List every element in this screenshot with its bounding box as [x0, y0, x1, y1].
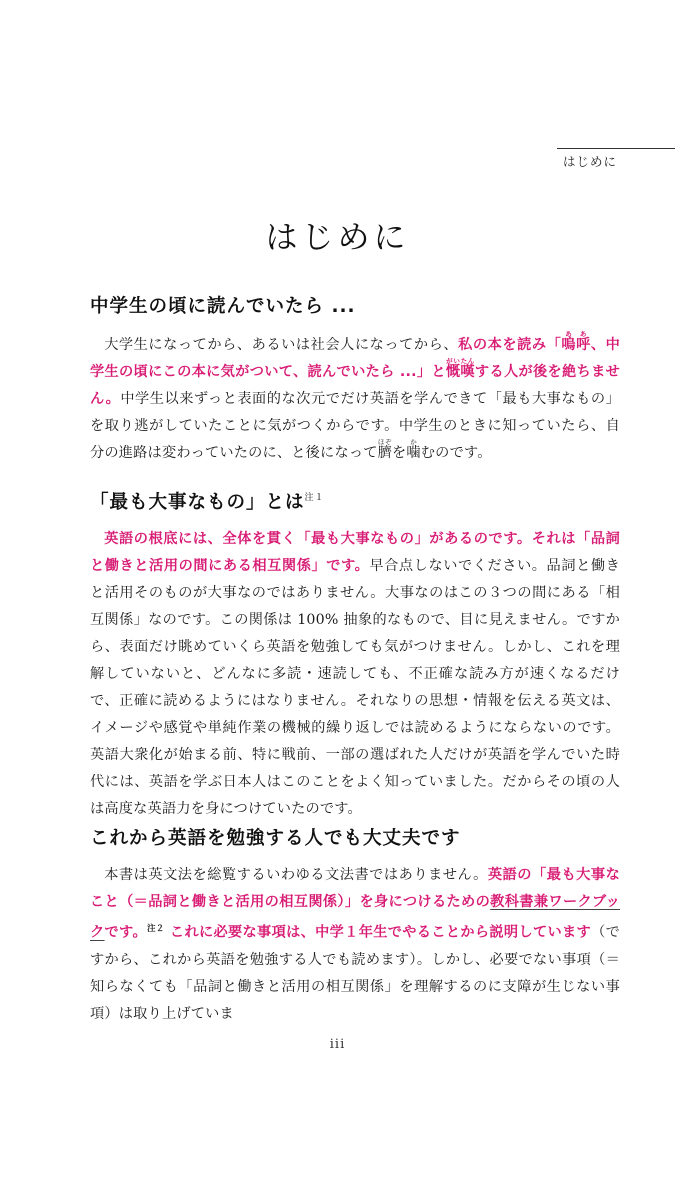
- ruby-reading: か: [406, 438, 421, 446]
- running-header: [557, 148, 675, 173]
- section-heading: [90, 488, 620, 514]
- page-title: はじめに: [265, 218, 410, 256]
- running-header-title: はじめに: [563, 154, 618, 169]
- section-body: [90, 862, 620, 1028]
- body-text: 中学生以来ずっと表面的な次元でだけ英語を学んできて「最も大事なもの」を取り逃がしていたことに気がつくからです。中学生のときに知っていたら、自分の進路は変わっていたのに、と後になって: [90, 391, 620, 461]
- highlighted-text: です。: [104, 924, 147, 941]
- highlighted-text: 英語の根底には、全体を貫く「最も大事なもの」があるのです。それは「品詞と働きと活用の間にある相互関係」です。: [90, 531, 620, 574]
- section-heading-text: 「最も大事なもの」とは: [90, 492, 305, 513]
- ruby-base: 嗚呼: [561, 337, 591, 353]
- body-text: 大学生になってから、あるいは社会人になってから、: [104, 337, 459, 353]
- section-2: [90, 488, 620, 823]
- ruby-text: [377, 438, 393, 461]
- ruby-text: [406, 438, 421, 461]
- section-3: [90, 824, 620, 1028]
- page-number: iii: [329, 1037, 346, 1052]
- body-text: 早合点しないでください。品詞と働きと活用そのものが大事なのではありません。大事なのはこの３つの間にある「相互関係」なのです。この関係は 100% 抽象的なもので、目に見えません。ですから、表面だけ眺めていくら英語を勉強しても気がつけません。しかし、これを理解していないと、どんなに多読・速読しても、不正確な読み方が速くなるだけで、正確に読めるようにはなりません。それなりの思想・情報を伝える英文は、イメージや感覚や単純作業の機械的繰り返しでは読めるようにならないのです。英語大衆化が始まる前、特に戦前、一部の選ばれた人だけが英語を学んでいた時代には、英語を学ぶ日本人はこのことをよく知っていました。だからその頃の人は高度な英語力を身につけていたのです。: [90, 558, 621, 817]
- section-body: [90, 330, 620, 467]
- ruby-base: 臍: [377, 445, 393, 461]
- heading-footnote-marker: 注１: [304, 493, 325, 503]
- ruby-reading: ほぞ: [377, 438, 392, 446]
- ruby-reading: ああ: [561, 330, 591, 338]
- ruby-base: 慨嘆: [445, 364, 475, 380]
- ruby-text: [561, 330, 591, 353]
- ruby-text: [445, 357, 475, 380]
- body-text: 本書は英文法を総覧するいわゆる文法書ではありません。: [104, 867, 488, 883]
- section-1: [90, 292, 620, 467]
- highlighted-text: 私の本を読み「: [458, 337, 562, 353]
- highlighted-text: これに必要な事項は、中学１年生でやることから説明しています: [164, 924, 592, 941]
- highlighted-text: 教科書兼ワークブック: [90, 894, 621, 941]
- section-heading: これから英語を勉強する人でも大丈夫です: [90, 828, 461, 849]
- footnote-marker: 注２: [146, 924, 165, 934]
- body-text: （ですから、これから英語を勉強する人でも読めます）。しかし、必要でない事項（＝知らなくても「品詞と働きと活用の相互関係」を理解するのに支障が生じない事項）は取り上げていま: [90, 924, 620, 1022]
- section-body: [90, 526, 620, 823]
- ruby-reading: がいたん: [445, 357, 475, 365]
- ruby-base: 噛: [406, 445, 421, 461]
- highlighted-text: 英語の「最も大事なこと（＝品詞と働きと活用の相互関係）」を身につけるための: [90, 867, 620, 910]
- section-heading: 中学生の頃に読んでいたら ...: [90, 296, 356, 317]
- body-text: むのです。: [420, 445, 492, 461]
- highlighted-text: する人が後を絶ちません。: [90, 364, 620, 407]
- highlighted-text: 、中学生の頃にこの本に気がついて、読んでいたら ...」と: [90, 337, 620, 380]
- body-text: を: [392, 445, 407, 461]
